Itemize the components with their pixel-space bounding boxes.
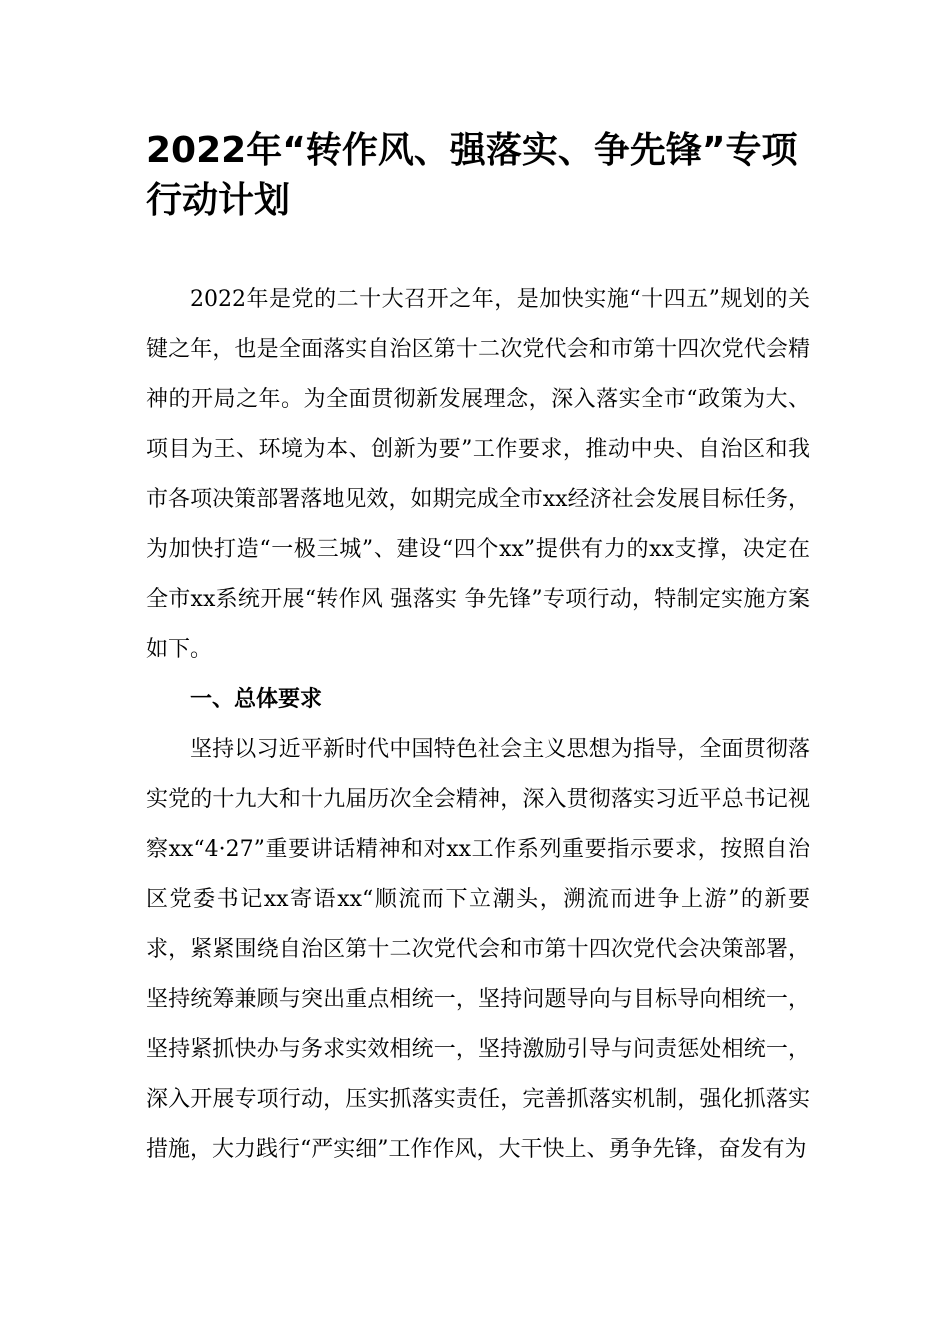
requirements-paragraph: 坚持以习近平新时代中国特色社会主义思想为指导，全面贯彻落实党的十九大和十九届历次全会精神，深入贯彻落实习近平总书记视察xx“4·27”重要讲话精神和对xx工作系列重要指示要求，按照自治区党委书记xx寄语xx“顺流而下立潮头，溯流而进争上游”的新要求，紧紧围绕自治区第十二次党代会和市第十四次党代会决策部署，坚持统筹兼顾与突出重点相统一，坚持问题导向与目标导向相统一，坚持紧抓快办与务求实效相统一，坚持激励引导与问责惩处相统一，深入开展专项行动，压实抓落实责任，完善抓落实机制，强化抓落实措施，大力践行“严实细”工作作风，大干快上、勇争先锋，奋发有为 [146,737,810,1162]
section-heading: 一、总体要求 [190,687,323,712]
intro-paragraph: 2022年是党的二十大召开之年，是加快实施“十四五”规划的关键之年，也是全面落实自治区第十二次党代会和市第十四次党代会精神的开局之年。为全面贯彻新发展理念，深入落实全市“政策为大、项目为王、环境为本、创新为要”工作要求，推动中央、自治区和我市各项决策部署落地见效，如期完成全市xx经济社会发展目标任务，为加快打造“一极三城”、建设“四个xx”提供有力的xx支撑，决定在全市xx系统开展“转作风 强落实 争先锋”专项行动，特制定实施方案如下。 [146,287,810,662]
document-title: 2022年“转作风、强落实、争先锋”专项行动计划 [146,130,798,221]
